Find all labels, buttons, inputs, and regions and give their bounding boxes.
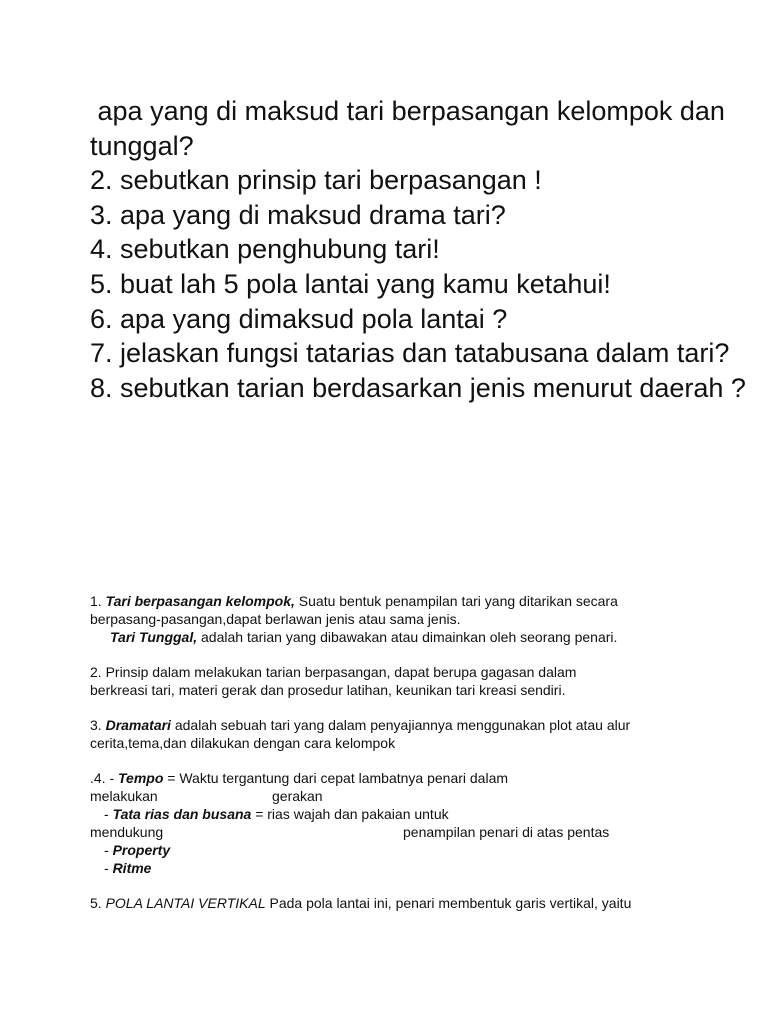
answer-1-line-3: Tari Tunggal, adalah tarian yang dibawakan atau dimainkan oleh seorang penari.	[110, 629, 618, 645]
question-item: apa yang di maksud tari berpasangan kelompok dan tunggal?	[90, 96, 733, 161]
question-item: 6. apa yang dimaksud pola lantai ?	[90, 303, 508, 334]
question-item: 7. jelaskan fungsi tatarias dan tatabusana dalam tari?	[90, 338, 730, 369]
answer-term: Dramatari	[105, 717, 171, 733]
answer-2-line-2: berkreasi tari, materi gerak dan prosedur latihan, keunikan tari kreasi sendiri.	[90, 682, 566, 698]
answer-term: Tari Tunggal,	[110, 629, 198, 645]
answer-4-ritme: - Ritme	[104, 860, 152, 876]
answer-term: Ritme	[112, 860, 152, 876]
answer-4-property: - Property	[104, 842, 171, 858]
answer-1-line-1: 1. Tari berpasangan kelompok, Suatu bentuk penampilan tari yang ditarikan secara	[90, 593, 618, 609]
answer-term: Tata rias dan busana	[112, 806, 252, 822]
answer-term: Property	[112, 842, 171, 858]
question-item: 8. sebutkan tarian berdasarkan jenis menurut daerah ?	[90, 372, 746, 403]
answer-term: POLA LANTAI VERTIKAL	[105, 895, 266, 911]
answer-2-line-1: 2. Prinsip dalam melakukan tarian berpasangan, dapat berupa gagasan dalam	[90, 664, 577, 680]
question-item: 5. buat lah 5 pola lantai yang kamu ketahui!	[90, 268, 611, 299]
answer-3-line-2: cerita,tema,dan dilakukan dengan cara kelompok	[90, 735, 396, 751]
answer-section	[90, 592, 730, 912]
answer-3-line-1: 3. Dramatari adalah sebuah tari yang dalam penyajiannya menggunakan plot atau alur	[90, 717, 631, 733]
question-item: 4. sebutkan penghubung tari!	[90, 234, 440, 265]
answer-5-line-1: 5. POLA LANTAI VERTIKAL Pada pola lantai ini, penari membentuk garis vertikal, yaitu	[90, 895, 632, 911]
question-item: 2. sebutkan prinsip tari berpasangan !	[90, 165, 542, 196]
answer-term: Tari berpasangan kelompok,	[105, 593, 295, 609]
answer-4-tempo-cont: melakukan gerakan	[90, 788, 323, 804]
question-item: 3. apa yang di maksud drama tari?	[90, 199, 506, 230]
question-list	[90, 94, 750, 405]
answer-4-tempo: .4. - Tempo = Waktu tergantung dari cepat lambatnya penari dalam	[90, 770, 509, 786]
answer-1-line-2: berpasang-pasangan,dapat berlawan jenis atau sama jenis.	[90, 611, 461, 627]
answer-4-tata-cont: mendukung penampilan penari di atas pentas	[90, 824, 610, 840]
answer-4-tata: - Tata rias dan busana = rias wajah dan pakaian untuk	[104, 806, 449, 822]
answer-term: Tempo	[118, 770, 164, 786]
